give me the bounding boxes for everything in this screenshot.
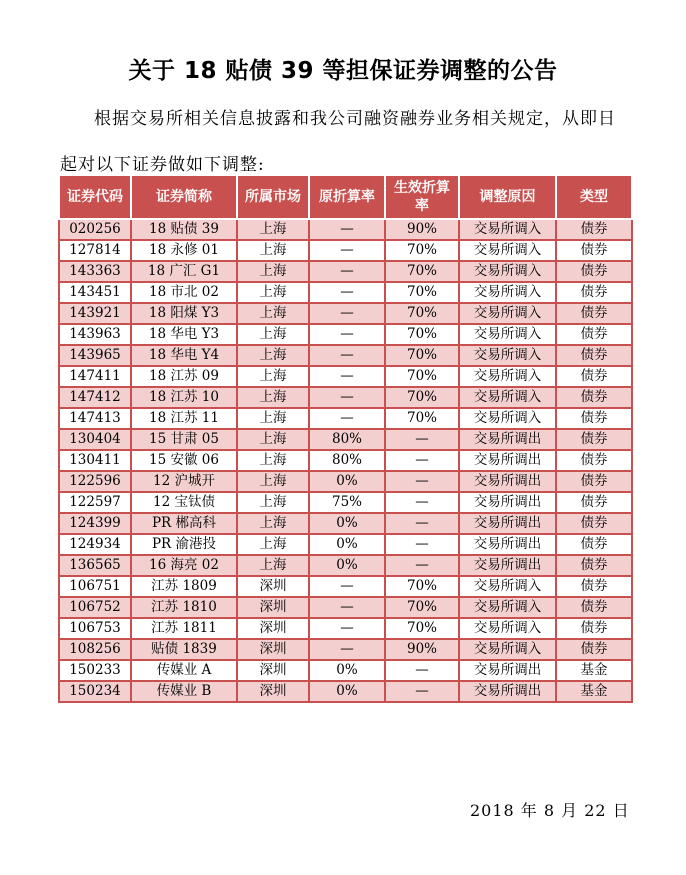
table-body: [59, 219, 632, 702]
header-reason: 调整原因: [459, 175, 556, 219]
cell-security-code: 130411: [59, 450, 131, 471]
cell-security-code: 106753: [59, 618, 131, 639]
cell-market: 上海: [237, 345, 309, 366]
cell-original-rate: 0%: [309, 555, 385, 576]
cell-reason: 交易所调入: [459, 639, 556, 660]
cell-security-code: 106751: [59, 576, 131, 597]
cell-security-code: 124934: [59, 534, 131, 555]
cell-type: 债券: [556, 576, 632, 597]
cell-market: 深圳: [237, 597, 309, 618]
cell-effective-rate: —: [385, 534, 459, 555]
cell-security-code: 147411: [59, 366, 131, 387]
cell-original-rate: —: [309, 408, 385, 429]
cell-original-rate: —: [309, 618, 385, 639]
cell-market: 上海: [237, 240, 309, 261]
cell-reason: 交易所调出: [459, 429, 556, 450]
cell-type: 债券: [556, 282, 632, 303]
cell-original-rate: 75%: [309, 492, 385, 513]
cell-reason: 交易所调入: [459, 366, 556, 387]
cell-original-rate: 0%: [309, 534, 385, 555]
table-row: [59, 219, 632, 240]
cell-reason: 交易所调入: [459, 240, 556, 261]
cell-effective-rate: —: [385, 492, 459, 513]
cell-security-code: 127814: [59, 240, 131, 261]
cell-security-code: 130404: [59, 429, 131, 450]
cell-market: 上海: [237, 555, 309, 576]
cell-reason: 交易所调入: [459, 597, 556, 618]
cell-security-code: 147413: [59, 408, 131, 429]
header-security-name: 证券简称: [131, 175, 237, 219]
cell-effective-rate: 70%: [385, 240, 459, 261]
table-row: [59, 471, 632, 492]
page-title: 关于 18 贴债 39 等担保证券调整的公告: [128, 58, 558, 84]
cell-reason: 交易所调出: [459, 513, 556, 534]
cell-security-name: 江苏 1809: [131, 576, 237, 597]
cell-security-code: 108256: [59, 639, 131, 660]
cell-effective-rate: —: [385, 660, 459, 681]
table-row: [59, 534, 632, 555]
cell-security-code: 136565: [59, 555, 131, 576]
cell-market: 上海: [237, 324, 309, 345]
cell-reason: 交易所调入: [459, 576, 556, 597]
table-row: [59, 660, 632, 681]
cell-original-rate: —: [309, 345, 385, 366]
table-row: [59, 240, 632, 261]
cell-security-name: 18 华电 Y3: [131, 324, 237, 345]
cell-market: 上海: [237, 492, 309, 513]
cell-effective-rate: —: [385, 471, 459, 492]
table-row: [59, 324, 632, 345]
cell-original-rate: —: [309, 219, 385, 240]
cell-effective-rate: 70%: [385, 345, 459, 366]
cell-type: 债券: [556, 492, 632, 513]
cell-market: 上海: [237, 471, 309, 492]
cell-security-name: 12 沪城开: [131, 471, 237, 492]
table-row: [59, 597, 632, 618]
cell-market: 上海: [237, 534, 309, 555]
cell-effective-rate: 70%: [385, 618, 459, 639]
cell-original-rate: —: [309, 303, 385, 324]
cell-original-rate: —: [309, 639, 385, 660]
cell-security-code: 143363: [59, 261, 131, 282]
table-row: [59, 639, 632, 660]
cell-reason: 交易所调出: [459, 660, 556, 681]
cell-security-name: 15 甘肃 05: [131, 429, 237, 450]
cell-type: 债券: [556, 555, 632, 576]
cell-security-name: 12 宝钛债: [131, 492, 237, 513]
cell-market: 深圳: [237, 639, 309, 660]
cell-reason: 交易所调入: [459, 324, 556, 345]
table-row: [59, 681, 632, 702]
cell-market: 上海: [237, 219, 309, 240]
table-row: [59, 408, 632, 429]
cell-type: 债券: [556, 366, 632, 387]
table-row: [59, 576, 632, 597]
cell-effective-rate: 70%: [385, 282, 459, 303]
cell-original-rate: 0%: [309, 681, 385, 702]
cell-market: 上海: [237, 387, 309, 408]
cell-effective-rate: 70%: [385, 366, 459, 387]
cell-security-code: 122596: [59, 471, 131, 492]
cell-security-name: 18 广汇 G1: [131, 261, 237, 282]
cell-reason: 交易所调出: [459, 555, 556, 576]
cell-security-name: 18 市北 02: [131, 282, 237, 303]
cell-type: 债券: [556, 450, 632, 471]
cell-reason: 交易所调出: [459, 534, 556, 555]
cell-market: 上海: [237, 261, 309, 282]
cell-original-rate: 0%: [309, 513, 385, 534]
cell-security-code: 147412: [59, 387, 131, 408]
cell-type: 债券: [556, 534, 632, 555]
header-security-code: 证券代码: [59, 175, 131, 219]
cell-security-name: PR 渝港投: [131, 534, 237, 555]
cell-effective-rate: 90%: [385, 219, 459, 240]
cell-reason: 交易所调入: [459, 345, 556, 366]
cell-security-name: 18 江苏 11: [131, 408, 237, 429]
cell-effective-rate: —: [385, 555, 459, 576]
cell-original-rate: —: [309, 324, 385, 345]
cell-effective-rate: 70%: [385, 303, 459, 324]
cell-reason: 交易所调出: [459, 471, 556, 492]
cell-type: 基金: [556, 660, 632, 681]
cell-security-name: 18 江苏 09: [131, 366, 237, 387]
cell-security-name: 18 贴债 39: [131, 219, 237, 240]
cell-security-code: 143921: [59, 303, 131, 324]
cell-security-name: 18 阳煤 Y3: [131, 303, 237, 324]
table-row: [59, 387, 632, 408]
cell-security-name: 15 安徽 06: [131, 450, 237, 471]
header-market: 所属市场: [237, 175, 309, 219]
cell-reason: 交易所调入: [459, 261, 556, 282]
table-row: [59, 303, 632, 324]
securities-table: [58, 174, 633, 703]
cell-security-code: 143963: [59, 324, 131, 345]
cell-market: 上海: [237, 282, 309, 303]
cell-original-rate: —: [309, 597, 385, 618]
cell-security-name: 16 海亮 02: [131, 555, 237, 576]
table-row: [59, 282, 632, 303]
cell-security-name: PR 郴高科: [131, 513, 237, 534]
table-row: [59, 555, 632, 576]
cell-type: 债券: [556, 345, 632, 366]
cell-market: 上海: [237, 513, 309, 534]
cell-type: 债券: [556, 408, 632, 429]
cell-type: 债券: [556, 597, 632, 618]
cell-reason: 交易所调入: [459, 618, 556, 639]
cell-original-rate: 0%: [309, 660, 385, 681]
cell-type: 债券: [556, 618, 632, 639]
cell-security-name: 传媒业 B: [131, 681, 237, 702]
cell-security-code: 106752: [59, 597, 131, 618]
cell-market: 深圳: [237, 618, 309, 639]
cell-effective-rate: —: [385, 450, 459, 471]
cell-effective-rate: —: [385, 681, 459, 702]
table-row: [59, 450, 632, 471]
cell-market: 上海: [237, 450, 309, 471]
table-row: [59, 618, 632, 639]
cell-security-name: 18 江苏 10: [131, 387, 237, 408]
cell-market: 上海: [237, 303, 309, 324]
cell-type: 债券: [556, 261, 632, 282]
cell-reason: 交易所调入: [459, 387, 556, 408]
cell-original-rate: —: [309, 387, 385, 408]
cell-type: 债券: [556, 303, 632, 324]
cell-original-rate: —: [309, 282, 385, 303]
cell-type: 债券: [556, 429, 632, 450]
cell-original-rate: 80%: [309, 429, 385, 450]
cell-reason: 交易所调出: [459, 492, 556, 513]
cell-reason: 交易所调出: [459, 450, 556, 471]
cell-security-name: 18 华电 Y4: [131, 345, 237, 366]
cell-market: 深圳: [237, 681, 309, 702]
cell-type: 债券: [556, 387, 632, 408]
cell-security-name: 18 永修 01: [131, 240, 237, 261]
cell-security-code: 150234: [59, 681, 131, 702]
cell-security-name: 江苏 1810: [131, 597, 237, 618]
cell-effective-rate: —: [385, 513, 459, 534]
header-effective-rate: 生效折算率: [385, 175, 459, 219]
cell-effective-rate: —: [385, 429, 459, 450]
cell-type: 基金: [556, 681, 632, 702]
cell-reason: 交易所调入: [459, 303, 556, 324]
table-header-row: [59, 175, 632, 219]
cell-type: 债券: [556, 639, 632, 660]
table-row: [59, 513, 632, 534]
cell-security-name: 贴债 1839: [131, 639, 237, 660]
cell-security-name: 江苏 1811: [131, 618, 237, 639]
cell-original-rate: —: [309, 366, 385, 387]
cell-effective-rate: 70%: [385, 597, 459, 618]
cell-effective-rate: 70%: [385, 576, 459, 597]
table-row: [59, 261, 632, 282]
cell-market: 上海: [237, 429, 309, 450]
cell-reason: 交易所调入: [459, 282, 556, 303]
cell-type: 债券: [556, 471, 632, 492]
cell-reason: 交易所调出: [459, 681, 556, 702]
cell-security-code: 143451: [59, 282, 131, 303]
notice-date: 2018 年 8 月 22 日: [470, 801, 630, 820]
table-row: [59, 345, 632, 366]
cell-effective-rate: 70%: [385, 261, 459, 282]
cell-market: 深圳: [237, 576, 309, 597]
cell-original-rate: —: [309, 576, 385, 597]
cell-original-rate: —: [309, 240, 385, 261]
cell-original-rate: —: [309, 261, 385, 282]
cell-security-code: 020256: [59, 219, 131, 240]
cell-original-rate: 80%: [309, 450, 385, 471]
cell-effective-rate: 70%: [385, 324, 459, 345]
table-row: [59, 429, 632, 450]
cell-security-code: 150233: [59, 660, 131, 681]
header-type: 类型: [556, 175, 632, 219]
header-original-rate: 原折算率: [309, 175, 385, 219]
table-row: [59, 492, 632, 513]
cell-market: 上海: [237, 408, 309, 429]
table-row: [59, 366, 632, 387]
intro-paragraph: 根据交易所相关信息披露和我公司融资融券业务相关规定，从即日起对以下证券做如下调整:: [60, 109, 616, 175]
cell-type: 债券: [556, 513, 632, 534]
cell-market: 深圳: [237, 660, 309, 681]
cell-effective-rate: 70%: [385, 408, 459, 429]
cell-reason: 交易所调入: [459, 408, 556, 429]
cell-type: 债券: [556, 324, 632, 345]
cell-reason: 交易所调入: [459, 219, 556, 240]
cell-security-name: 传媒业 A: [131, 660, 237, 681]
cell-type: 债券: [556, 219, 632, 240]
cell-security-code: 122597: [59, 492, 131, 513]
cell-security-code: 124399: [59, 513, 131, 534]
cell-original-rate: 0%: [309, 471, 385, 492]
cell-market: 上海: [237, 366, 309, 387]
cell-security-code: 143965: [59, 345, 131, 366]
cell-effective-rate: 90%: [385, 639, 459, 660]
cell-effective-rate: 70%: [385, 387, 459, 408]
cell-type: 债券: [556, 240, 632, 261]
